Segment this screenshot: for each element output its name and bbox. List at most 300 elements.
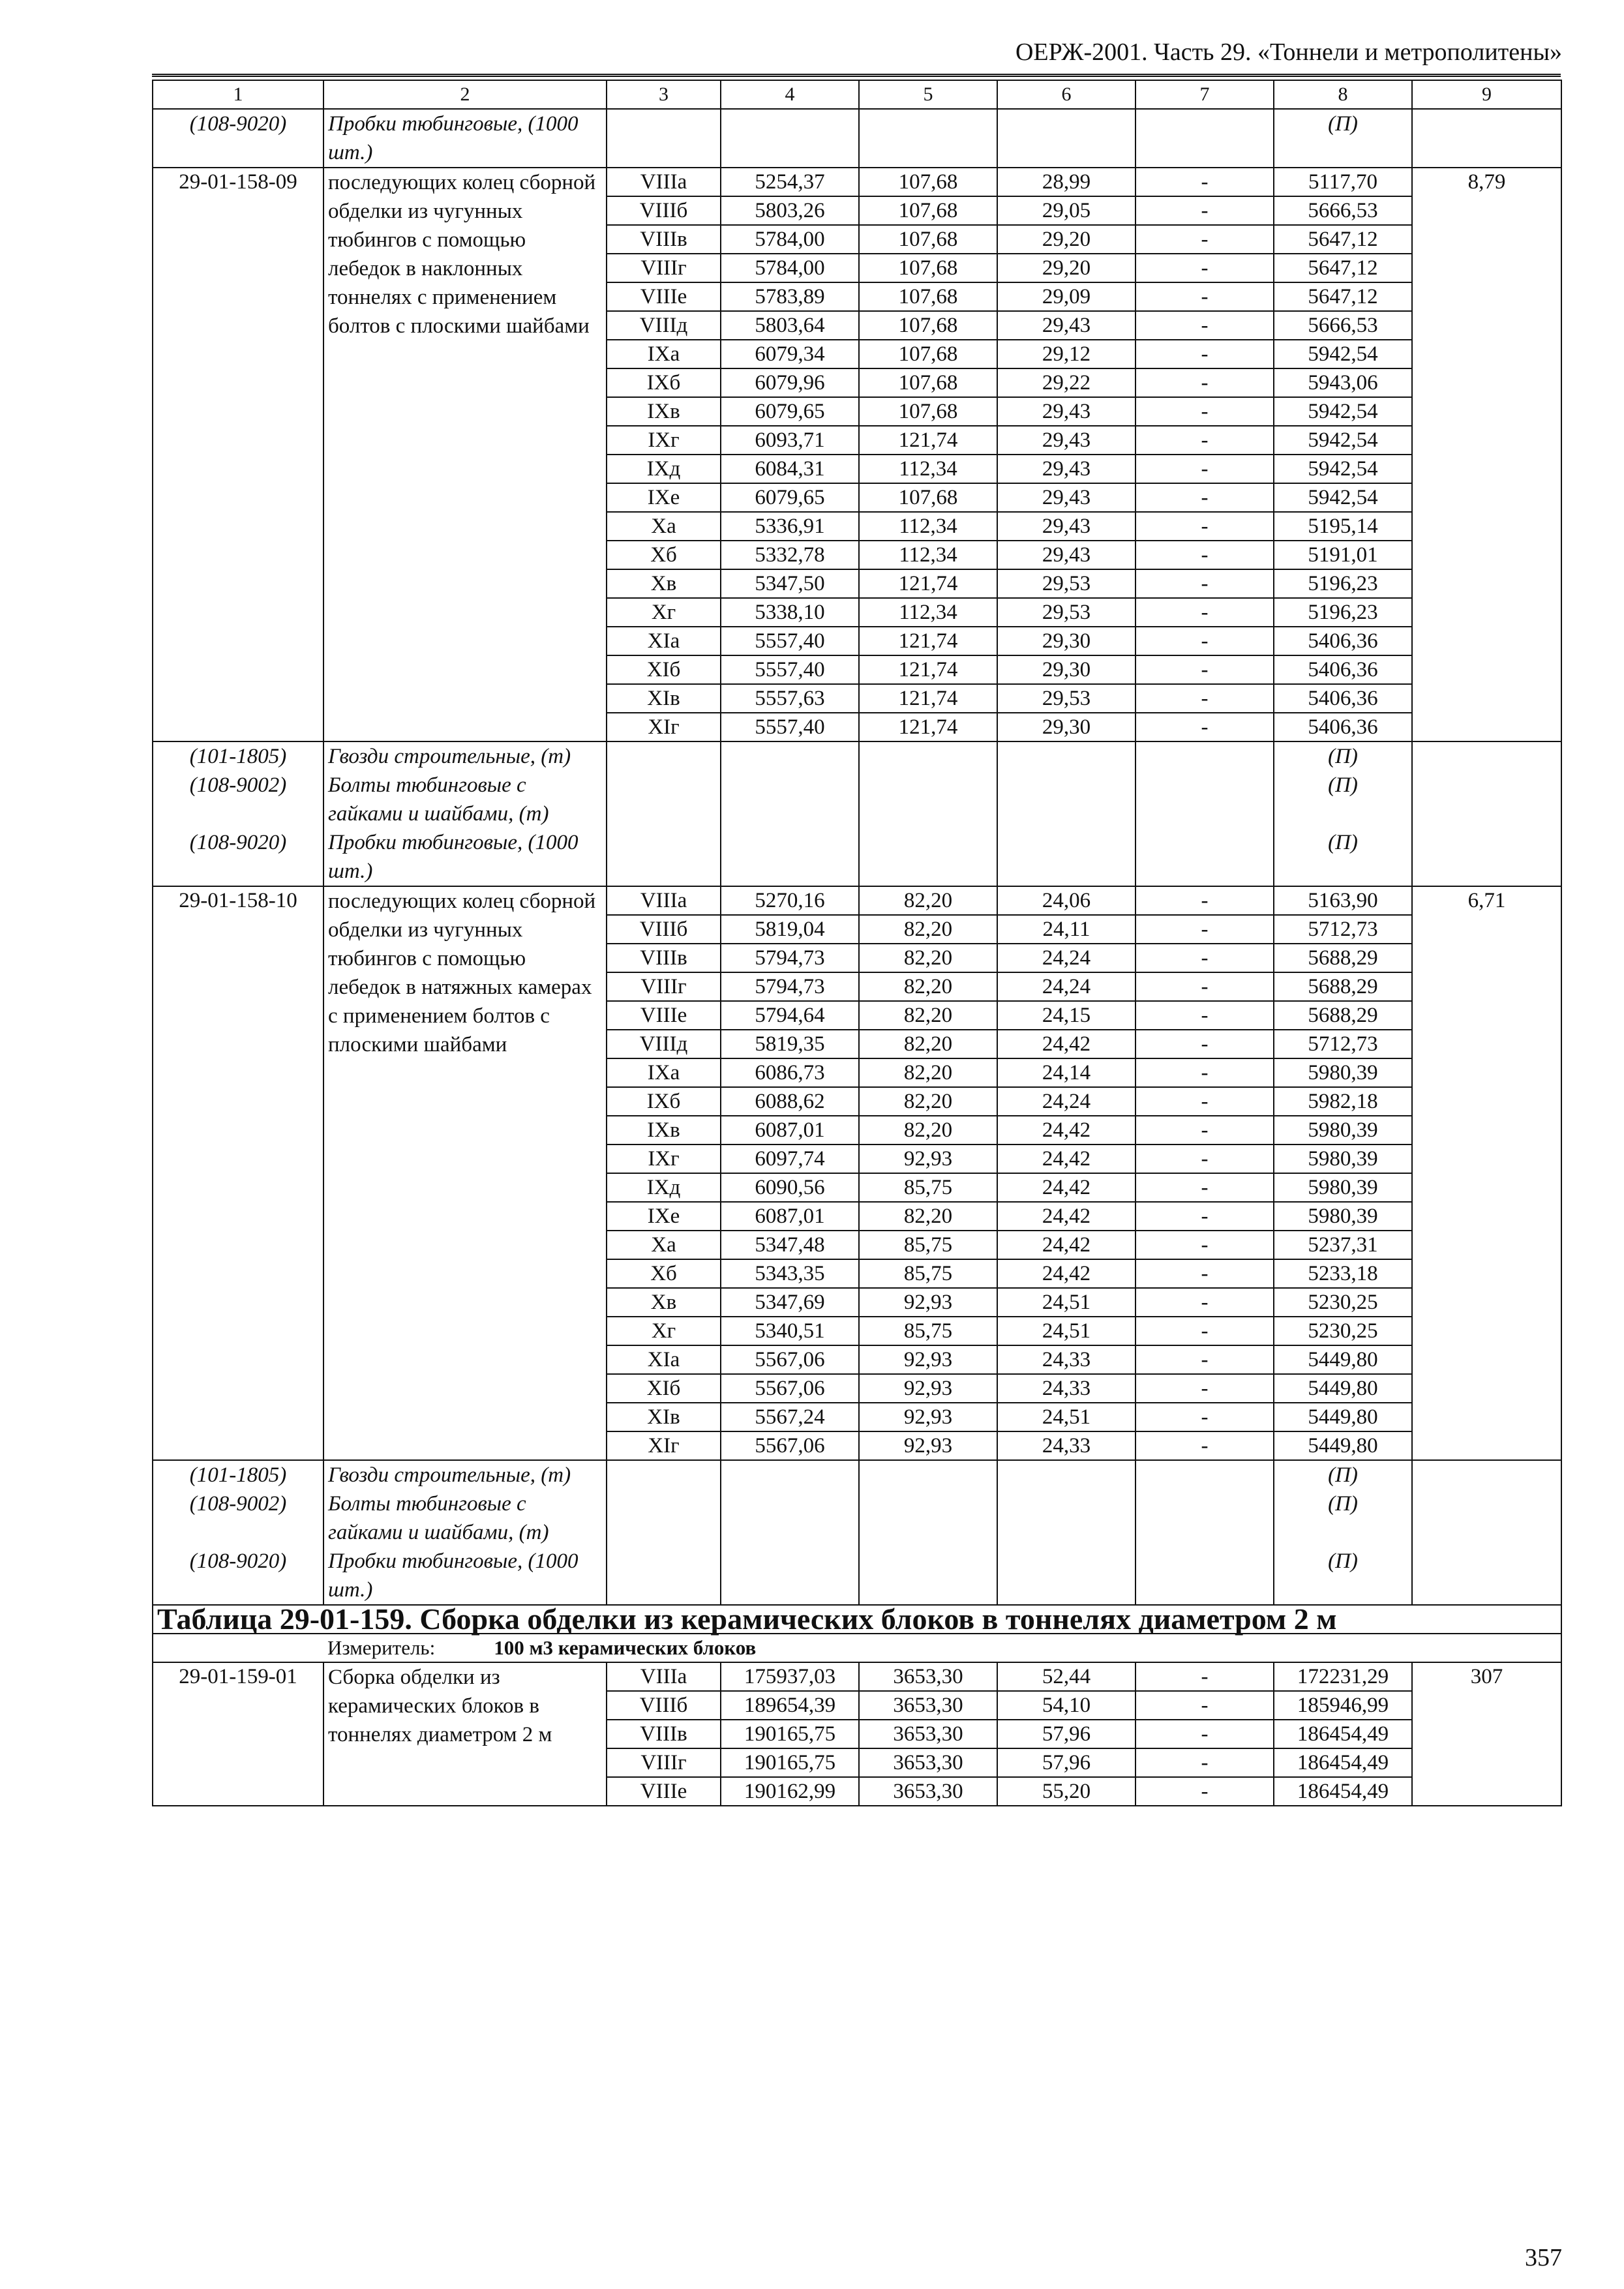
value-cell: 5567,06 — [721, 1374, 859, 1403]
value-cell: 24,33 — [997, 1345, 1135, 1374]
value-cell: 28,99 — [997, 168, 1135, 196]
value-cell: 24,42 — [997, 1116, 1135, 1144]
value-cell: 190165,75 — [721, 1720, 859, 1748]
value-cell: - — [1135, 713, 1274, 741]
value-cell: - — [1135, 455, 1274, 483]
zone-code: VIIIг — [607, 972, 721, 1001]
column-number: 5 — [859, 80, 997, 109]
column-number: 8 — [1274, 80, 1412, 109]
value-cell: 107,68 — [859, 483, 997, 512]
empty-cell — [721, 109, 859, 168]
empty-cell — [997, 741, 1135, 771]
zone-code: IXа — [607, 1058, 721, 1087]
empty-cell — [859, 1489, 997, 1547]
value-cell: 5688,29 — [1274, 1001, 1412, 1030]
value-cell: 85,75 — [859, 1259, 997, 1288]
value-cell: 5343,35 — [721, 1259, 859, 1288]
zone-code: XIг — [607, 1431, 721, 1460]
column-number: 4 — [721, 80, 859, 109]
value-cell: 5803,64 — [721, 311, 859, 340]
value-cell: 5666,53 — [1274, 196, 1412, 225]
value-cell: 5347,50 — [721, 569, 859, 598]
value-cell: 29,30 — [997, 627, 1135, 655]
value-cell: 5688,29 — [1274, 944, 1412, 972]
header-rule — [152, 74, 1561, 77]
value-cell: 5230,25 — [1274, 1288, 1412, 1317]
value-cell: - — [1135, 1202, 1274, 1231]
zone-code: IXе — [607, 1202, 721, 1231]
zone-code: VIIIб — [607, 196, 721, 225]
value-cell: 29,43 — [997, 455, 1135, 483]
value-cell: 92,93 — [859, 1345, 997, 1374]
value-cell: - — [1135, 1231, 1274, 1259]
value-cell: 6087,01 — [721, 1202, 859, 1231]
empty-cell — [859, 1460, 997, 1489]
value-cell: 6090,56 — [721, 1173, 859, 1202]
empty-cell — [607, 109, 721, 168]
unit-label: Измеритель: — [327, 1636, 436, 1659]
value-cell: 5794,64 — [721, 1001, 859, 1030]
value-cell: 85,75 — [859, 1173, 997, 1202]
empty-cell — [859, 741, 997, 771]
zone-code: VIIIа — [607, 1662, 721, 1691]
value-cell: 85,75 — [859, 1231, 997, 1259]
empty-cell — [997, 1547, 1135, 1605]
empty-cell — [721, 1547, 859, 1605]
empty-cell — [1412, 771, 1561, 828]
empty-cell — [997, 109, 1135, 168]
value-cell: 3653,30 — [859, 1662, 997, 1691]
value-cell: 112,34 — [859, 598, 997, 627]
value-cell: 5117,70 — [1274, 168, 1412, 196]
value-cell: 5449,80 — [1274, 1345, 1412, 1374]
value-cell: 82,20 — [859, 915, 997, 944]
value-cell: 29,20 — [997, 254, 1135, 282]
value-cell: 5783,89 — [721, 282, 859, 311]
value-cell: 24,24 — [997, 972, 1135, 1001]
value-cell: 24,51 — [997, 1403, 1135, 1431]
zone-code: VIIIд — [607, 311, 721, 340]
value-cell: 6093,71 — [721, 426, 859, 455]
empty-cell — [997, 828, 1135, 886]
value-cell: - — [1135, 311, 1274, 340]
value-cell: 5794,73 — [721, 944, 859, 972]
zone-code: VIIIг — [607, 1748, 721, 1777]
resource-unit-mark: (П) — [1274, 741, 1412, 771]
resource-code: (108-9020) — [153, 828, 323, 886]
value-cell: 5338,10 — [721, 598, 859, 627]
empty-cell — [859, 109, 997, 168]
zone-code: IXв — [607, 397, 721, 426]
value-cell: 5942,54 — [1274, 340, 1412, 368]
empty-cell — [721, 741, 859, 771]
value-cell: 121,74 — [859, 713, 997, 741]
zone-code: VIIIб — [607, 915, 721, 944]
empty-cell — [1135, 1489, 1274, 1547]
resource-unit-mark: (П) — [1274, 109, 1412, 168]
value-cell: 189654,39 — [721, 1691, 859, 1720]
resource-row — [153, 771, 1561, 828]
empty-cell — [1135, 741, 1274, 771]
resource-code: (108-9020) — [153, 109, 323, 168]
empty-cell — [721, 828, 859, 886]
value-cell: 5980,39 — [1274, 1144, 1412, 1173]
table-row — [153, 168, 1561, 196]
resource-unit-mark: (П) — [1274, 771, 1412, 828]
zone-code: Xа — [607, 512, 721, 541]
value-cell: 24,51 — [997, 1288, 1135, 1317]
zone-code: VIIIе — [607, 282, 721, 311]
labor-cost: 307 — [1412, 1662, 1561, 1806]
value-cell: - — [1135, 598, 1274, 627]
unit-cell — [323, 1634, 1561, 1662]
resource-code: (101-1805) — [153, 741, 323, 771]
value-cell: 5191,01 — [1274, 541, 1412, 569]
resource-name: Пробки тюбинговые, (1000 шт.) — [323, 828, 607, 886]
value-cell: 121,74 — [859, 684, 997, 713]
value-cell: - — [1135, 972, 1274, 1001]
resource-row — [153, 828, 1561, 886]
value-cell: 5784,00 — [721, 225, 859, 254]
norm-code: 29-01-159-01 — [153, 1662, 323, 1806]
value-cell: 24,42 — [997, 1231, 1135, 1259]
empty-cell — [1412, 1460, 1561, 1489]
zone-code: Xб — [607, 1259, 721, 1288]
value-cell: 121,74 — [859, 426, 997, 455]
resource-unit-mark: (П) — [1274, 828, 1412, 886]
zone-code: VIIIб — [607, 1691, 721, 1720]
value-cell: - — [1135, 1087, 1274, 1116]
value-cell: 29,43 — [997, 541, 1135, 569]
empty-cell — [997, 771, 1135, 828]
value-cell: - — [1135, 1317, 1274, 1345]
empty-cell — [607, 771, 721, 828]
value-cell: 5567,06 — [721, 1431, 859, 1460]
zone-code: VIIIе — [607, 1777, 721, 1806]
value-cell: - — [1135, 1259, 1274, 1288]
value-cell: 107,68 — [859, 254, 997, 282]
value-cell: 5449,80 — [1274, 1374, 1412, 1403]
empty-cell — [1135, 1460, 1274, 1489]
value-cell: - — [1135, 1691, 1274, 1720]
value-cell: 29,43 — [997, 311, 1135, 340]
value-cell: 5332,78 — [721, 541, 859, 569]
zone-code: VIIIв — [607, 1720, 721, 1748]
value-cell: - — [1135, 1001, 1274, 1030]
column-number: 2 — [323, 80, 607, 109]
empty-cell — [1135, 771, 1274, 828]
empty-cell — [607, 741, 721, 771]
value-cell: 29,53 — [997, 569, 1135, 598]
value-cell: 175937,03 — [721, 1662, 859, 1691]
value-cell: 5980,39 — [1274, 1116, 1412, 1144]
zone-code: VIIIв — [607, 225, 721, 254]
empty-cell — [1135, 1547, 1274, 1605]
resource-code: (108-9002) — [153, 1489, 323, 1547]
value-cell: - — [1135, 627, 1274, 655]
resource-row — [153, 1489, 1561, 1547]
empty-cell — [859, 1547, 997, 1605]
table-row — [153, 886, 1561, 915]
empty-cell — [1412, 828, 1561, 886]
value-cell: 29,09 — [997, 282, 1135, 311]
zone-code: Xв — [607, 1288, 721, 1317]
empty-cell — [721, 771, 859, 828]
value-cell: - — [1135, 1748, 1274, 1777]
zone-code: IXб — [607, 368, 721, 397]
zone-code: XIа — [607, 1345, 721, 1374]
value-cell: - — [1135, 655, 1274, 684]
value-cell: 5980,39 — [1274, 1058, 1412, 1087]
value-cell: 24,33 — [997, 1374, 1135, 1403]
empty-cell — [997, 1489, 1135, 1547]
value-cell: 82,20 — [859, 1116, 997, 1144]
value-cell: 107,68 — [859, 168, 997, 196]
value-cell: 186454,49 — [1274, 1748, 1412, 1777]
resource-code: (108-9002) — [153, 771, 323, 828]
value-cell: 5712,73 — [1274, 915, 1412, 944]
value-cell: 82,20 — [859, 972, 997, 1001]
value-cell: 107,68 — [859, 225, 997, 254]
value-cell: 29,30 — [997, 713, 1135, 741]
empty-cell — [859, 828, 997, 886]
value-cell: 5557,40 — [721, 655, 859, 684]
value-cell: 6084,31 — [721, 455, 859, 483]
value-cell: 54,10 — [997, 1691, 1135, 1720]
zone-code: XIг — [607, 713, 721, 741]
value-cell: - — [1135, 1173, 1274, 1202]
value-cell: 5980,39 — [1274, 1173, 1412, 1202]
value-cell: 5647,12 — [1274, 254, 1412, 282]
value-cell: 5557,40 — [721, 627, 859, 655]
value-cell: - — [1135, 225, 1274, 254]
value-cell: - — [1135, 168, 1274, 196]
empty-cell — [721, 1489, 859, 1547]
value-cell: 6079,34 — [721, 340, 859, 368]
value-cell: 6097,74 — [721, 1144, 859, 1173]
value-cell: 57,96 — [997, 1748, 1135, 1777]
zone-code: IXе — [607, 483, 721, 512]
labor-cost: 8,79 — [1412, 168, 1561, 741]
unit-row — [153, 1634, 1561, 1662]
value-cell: - — [1135, 886, 1274, 915]
value-cell: 82,20 — [859, 944, 997, 972]
zone-code: VIIIд — [607, 1030, 721, 1058]
value-cell: 3653,30 — [859, 1748, 997, 1777]
value-cell: - — [1135, 1777, 1274, 1806]
value-cell: 5163,90 — [1274, 886, 1412, 915]
value-cell: 24,42 — [997, 1202, 1135, 1231]
value-cell: 92,93 — [859, 1403, 997, 1431]
value-cell: 5196,23 — [1274, 598, 1412, 627]
value-cell: - — [1135, 1116, 1274, 1144]
value-cell: 3653,30 — [859, 1720, 997, 1748]
value-cell: 5233,18 — [1274, 1259, 1412, 1288]
value-cell: 5712,73 — [1274, 1030, 1412, 1058]
value-cell: 24,24 — [997, 944, 1135, 972]
zone-code: VIIIа — [607, 886, 721, 915]
value-cell: 107,68 — [859, 340, 997, 368]
value-cell: 6079,96 — [721, 368, 859, 397]
value-cell: 107,68 — [859, 282, 997, 311]
value-cell: 5196,23 — [1274, 569, 1412, 598]
value-cell: 52,44 — [997, 1662, 1135, 1691]
value-cell: - — [1135, 569, 1274, 598]
value-cell: 121,74 — [859, 569, 997, 598]
value-cell: 5784,00 — [721, 254, 859, 282]
zone-code: IXд — [607, 1173, 721, 1202]
value-cell: 6088,62 — [721, 1087, 859, 1116]
value-cell: 24,42 — [997, 1144, 1135, 1173]
zone-code: Xв — [607, 569, 721, 598]
resource-row — [153, 1460, 1561, 1489]
value-cell: 5347,48 — [721, 1231, 859, 1259]
value-cell: 29,43 — [997, 426, 1135, 455]
value-cell: 107,68 — [859, 397, 997, 426]
zone-code: VIIIв — [607, 944, 721, 972]
resource-row — [153, 1547, 1561, 1605]
value-cell: - — [1135, 1058, 1274, 1087]
value-cell: 5666,53 — [1274, 311, 1412, 340]
value-cell: 5567,06 — [721, 1345, 859, 1374]
value-cell: 5230,25 — [1274, 1317, 1412, 1345]
zone-code: IXб — [607, 1087, 721, 1116]
value-cell: 3653,30 — [859, 1777, 997, 1806]
value-cell: 3653,30 — [859, 1691, 997, 1720]
zone-code: VIIIг — [607, 254, 721, 282]
value-cell: 172231,29 — [1274, 1662, 1412, 1691]
empty-cell — [1135, 828, 1274, 886]
value-cell: 29,30 — [997, 655, 1135, 684]
norm-description: Сборка обделки из керамических блоков в тоннелях диаметром 2 м — [323, 1662, 607, 1806]
value-cell: - — [1135, 1030, 1274, 1058]
resource-unit-mark: (П) — [1274, 1489, 1412, 1547]
table-title: Таблица 29-01-159. Сборка обделки из керамических блоков в тоннелях диаметром 2 м — [153, 1605, 1561, 1634]
running-header: ОЕРЖ-2001. Часть 29. «Тоннели и метрополитены» — [1015, 38, 1562, 66]
zone-code: Xб — [607, 541, 721, 569]
value-cell: 5270,16 — [721, 886, 859, 915]
value-cell: 5254,37 — [721, 168, 859, 196]
value-cell: 5347,69 — [721, 1288, 859, 1317]
value-cell: - — [1135, 196, 1274, 225]
resource-unit-mark: (П) — [1274, 1460, 1412, 1489]
value-cell: - — [1135, 1345, 1274, 1374]
column-number: 9 — [1412, 80, 1561, 109]
value-cell: - — [1135, 1403, 1274, 1431]
value-cell: - — [1135, 368, 1274, 397]
value-cell: 5982,18 — [1274, 1087, 1412, 1116]
empty-cell — [1412, 1489, 1561, 1547]
norms-table — [152, 80, 1562, 1806]
column-number: 3 — [607, 80, 721, 109]
value-cell: 5406,36 — [1274, 655, 1412, 684]
value-cell: 185946,99 — [1274, 1691, 1412, 1720]
value-cell: 121,74 — [859, 627, 997, 655]
value-cell: - — [1135, 915, 1274, 944]
value-cell: 29,12 — [997, 340, 1135, 368]
value-cell: 92,93 — [859, 1288, 997, 1317]
empty-cell — [1412, 1547, 1561, 1605]
value-cell: - — [1135, 1720, 1274, 1748]
value-cell: 112,34 — [859, 512, 997, 541]
page-number: 357 — [1525, 2244, 1562, 2271]
value-cell: 112,34 — [859, 455, 997, 483]
resource-row — [153, 109, 1561, 168]
value-cell: 6087,01 — [721, 1116, 859, 1144]
value-cell: 24,14 — [997, 1058, 1135, 1087]
value-cell: 5942,54 — [1274, 426, 1412, 455]
value-cell: 92,93 — [859, 1431, 997, 1460]
value-cell: 107,68 — [859, 196, 997, 225]
value-cell: 5647,12 — [1274, 282, 1412, 311]
value-cell: 5647,12 — [1274, 225, 1412, 254]
table-title-row — [153, 1605, 1561, 1634]
column-number-row — [153, 80, 1561, 109]
unit-value: 100 м3 керамических блоков — [494, 1636, 757, 1659]
zone-code: XIв — [607, 1403, 721, 1431]
empty-cell — [721, 1460, 859, 1489]
norm-description: последующих колец сборной обделки из чугунных тюбингов с помощью лебедок в натяжных камерах с применением болтов с плоскими шайбами — [323, 886, 607, 1460]
labor-cost: 6,71 — [1412, 886, 1561, 1460]
value-cell: 6079,65 — [721, 483, 859, 512]
value-cell: 6079,65 — [721, 397, 859, 426]
value-cell: 24,42 — [997, 1173, 1135, 1202]
value-cell: - — [1135, 944, 1274, 972]
value-cell: 5688,29 — [1274, 972, 1412, 1001]
empty-cell — [997, 1460, 1135, 1489]
empty-cell — [607, 1460, 721, 1489]
value-cell: - — [1135, 1374, 1274, 1403]
column-number: 1 — [153, 80, 323, 109]
value-cell: 190162,99 — [721, 1777, 859, 1806]
value-cell: 107,68 — [859, 311, 997, 340]
value-cell: 107,68 — [859, 368, 997, 397]
value-cell: - — [1135, 483, 1274, 512]
value-cell: 5803,26 — [721, 196, 859, 225]
value-cell: 5567,24 — [721, 1403, 859, 1431]
value-cell: 186454,49 — [1274, 1720, 1412, 1748]
zone-code: Xг — [607, 1317, 721, 1345]
zone-code: IXв — [607, 1116, 721, 1144]
value-cell: 5819,04 — [721, 915, 859, 944]
empty-cell — [607, 828, 721, 886]
value-cell: 29,43 — [997, 512, 1135, 541]
zone-code: Xг — [607, 598, 721, 627]
norm-code: 29-01-158-09 — [153, 168, 323, 741]
value-cell: 5406,36 — [1274, 684, 1412, 713]
zone-code: VIIIе — [607, 1001, 721, 1030]
resource-name: Пробки тюбинговые, (1000 шт.) — [323, 1547, 607, 1605]
value-cell: 82,20 — [859, 1202, 997, 1231]
resource-name: Болты тюбинговые с гайками и шайбами, (т) — [323, 1489, 607, 1547]
value-cell: 190165,75 — [721, 1748, 859, 1777]
value-cell: 6086,73 — [721, 1058, 859, 1087]
value-cell: 82,20 — [859, 1001, 997, 1030]
resource-code: (108-9020) — [153, 1547, 323, 1605]
value-cell: 5819,35 — [721, 1030, 859, 1058]
value-cell: 5943,06 — [1274, 368, 1412, 397]
value-cell: 5406,36 — [1274, 627, 1412, 655]
value-cell: 24,42 — [997, 1030, 1135, 1058]
resource-name: Гвозди строительные, (т) — [323, 741, 607, 771]
value-cell: 92,93 — [859, 1144, 997, 1173]
resource-code: (101-1805) — [153, 1460, 323, 1489]
value-cell: 112,34 — [859, 541, 997, 569]
value-cell: 5557,63 — [721, 684, 859, 713]
value-cell: 29,43 — [997, 397, 1135, 426]
value-cell: 186454,49 — [1274, 1777, 1412, 1806]
empty-cell — [1412, 741, 1561, 771]
